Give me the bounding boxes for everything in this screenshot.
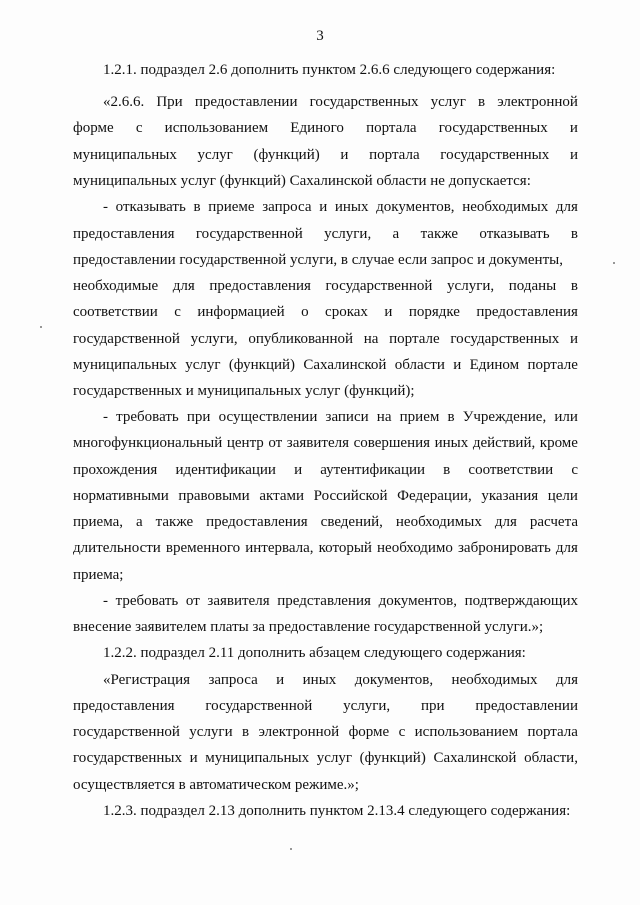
- scan-speck: [613, 262, 615, 264]
- scan-speck: [40, 326, 42, 328]
- text-line: приема, а также предоставления сведений, необходимых для расчета: [73, 514, 578, 530]
- text-line: муниципальных услуг (функций) Сахалинской области и Едином портале: [73, 357, 578, 373]
- text-line: осуществляется в автоматическом режиме.»;: [73, 777, 359, 793]
- text-line: 1.2.3. подраздел 2.13 дополнить пунктом 2.13.4 следующего содержания:: [103, 803, 571, 819]
- text-line: - отказывать в приеме запроса и иных документов, необходимых для: [103, 199, 578, 215]
- text-line: длительности временного интервала, который необходимо забронировать для: [73, 540, 578, 556]
- text-line: 1.2.1. подраздел 2.6 дополнить пунктом 2.6.6 следующего содержания:: [103, 62, 556, 78]
- text-line: приема;: [73, 567, 124, 583]
- page-number: 3: [316, 28, 324, 44]
- text-line: многофункциональный центр от заявителя совершения иных действий, кроме: [73, 435, 578, 451]
- text-line: - требовать от заявителя представления документов, подтверждающих: [103, 593, 578, 609]
- text-line: соответствии с информацией о сроках и порядке предоставления: [73, 304, 578, 320]
- text-line: муниципальных услуг (функций) и портала государственных и: [73, 147, 578, 163]
- text-line: муниципальных услуг (функций) Сахалинской области не допускается:: [73, 173, 531, 189]
- text-line: государственных и муниципальных услуг (функций);: [73, 383, 415, 399]
- text-line: форме с использованием Единого портала государственных и: [73, 120, 578, 136]
- text-line: «2.6.6. При предоставлении государственных услуг в электронной: [103, 94, 578, 110]
- text-line: предоставления государственной услуги, при предоставлении: [73, 698, 578, 714]
- text-line: необходимые для предоставления государственной услуги, поданы в: [73, 278, 578, 294]
- text-line: прохождения идентификации и аутентификации в соответствии с: [73, 462, 578, 478]
- text-line: государственной услуги, опубликованной на портале государственных и: [73, 331, 578, 347]
- text-line: 1.2.2. подраздел 2.11 дополнить абзацем следующего содержания:: [103, 645, 526, 661]
- text-line: государственных и муниципальных услуг (функций) Сахалинской области,: [73, 750, 578, 766]
- scan-speck: [290, 848, 292, 850]
- text-line: предоставления государственной услуги, а также отказывать в: [73, 226, 578, 242]
- text-line: государственной услуги в электронной форме с использованием портала: [73, 724, 578, 740]
- text-line: - требовать при осуществлении записи на прием в Учреждение, или: [103, 409, 578, 425]
- text-line: «Регистрация запроса и иных документов, необходимых для: [103, 672, 578, 688]
- text-line: нормативными правовыми актами Российской Федерации, указания цели: [73, 488, 578, 504]
- text-line: внесение заявителем платы за предоставление государственной услуги.»;: [73, 619, 544, 635]
- text-line: предоставлении государственной услуги, в случае если запрос и документы,: [73, 252, 563, 268]
